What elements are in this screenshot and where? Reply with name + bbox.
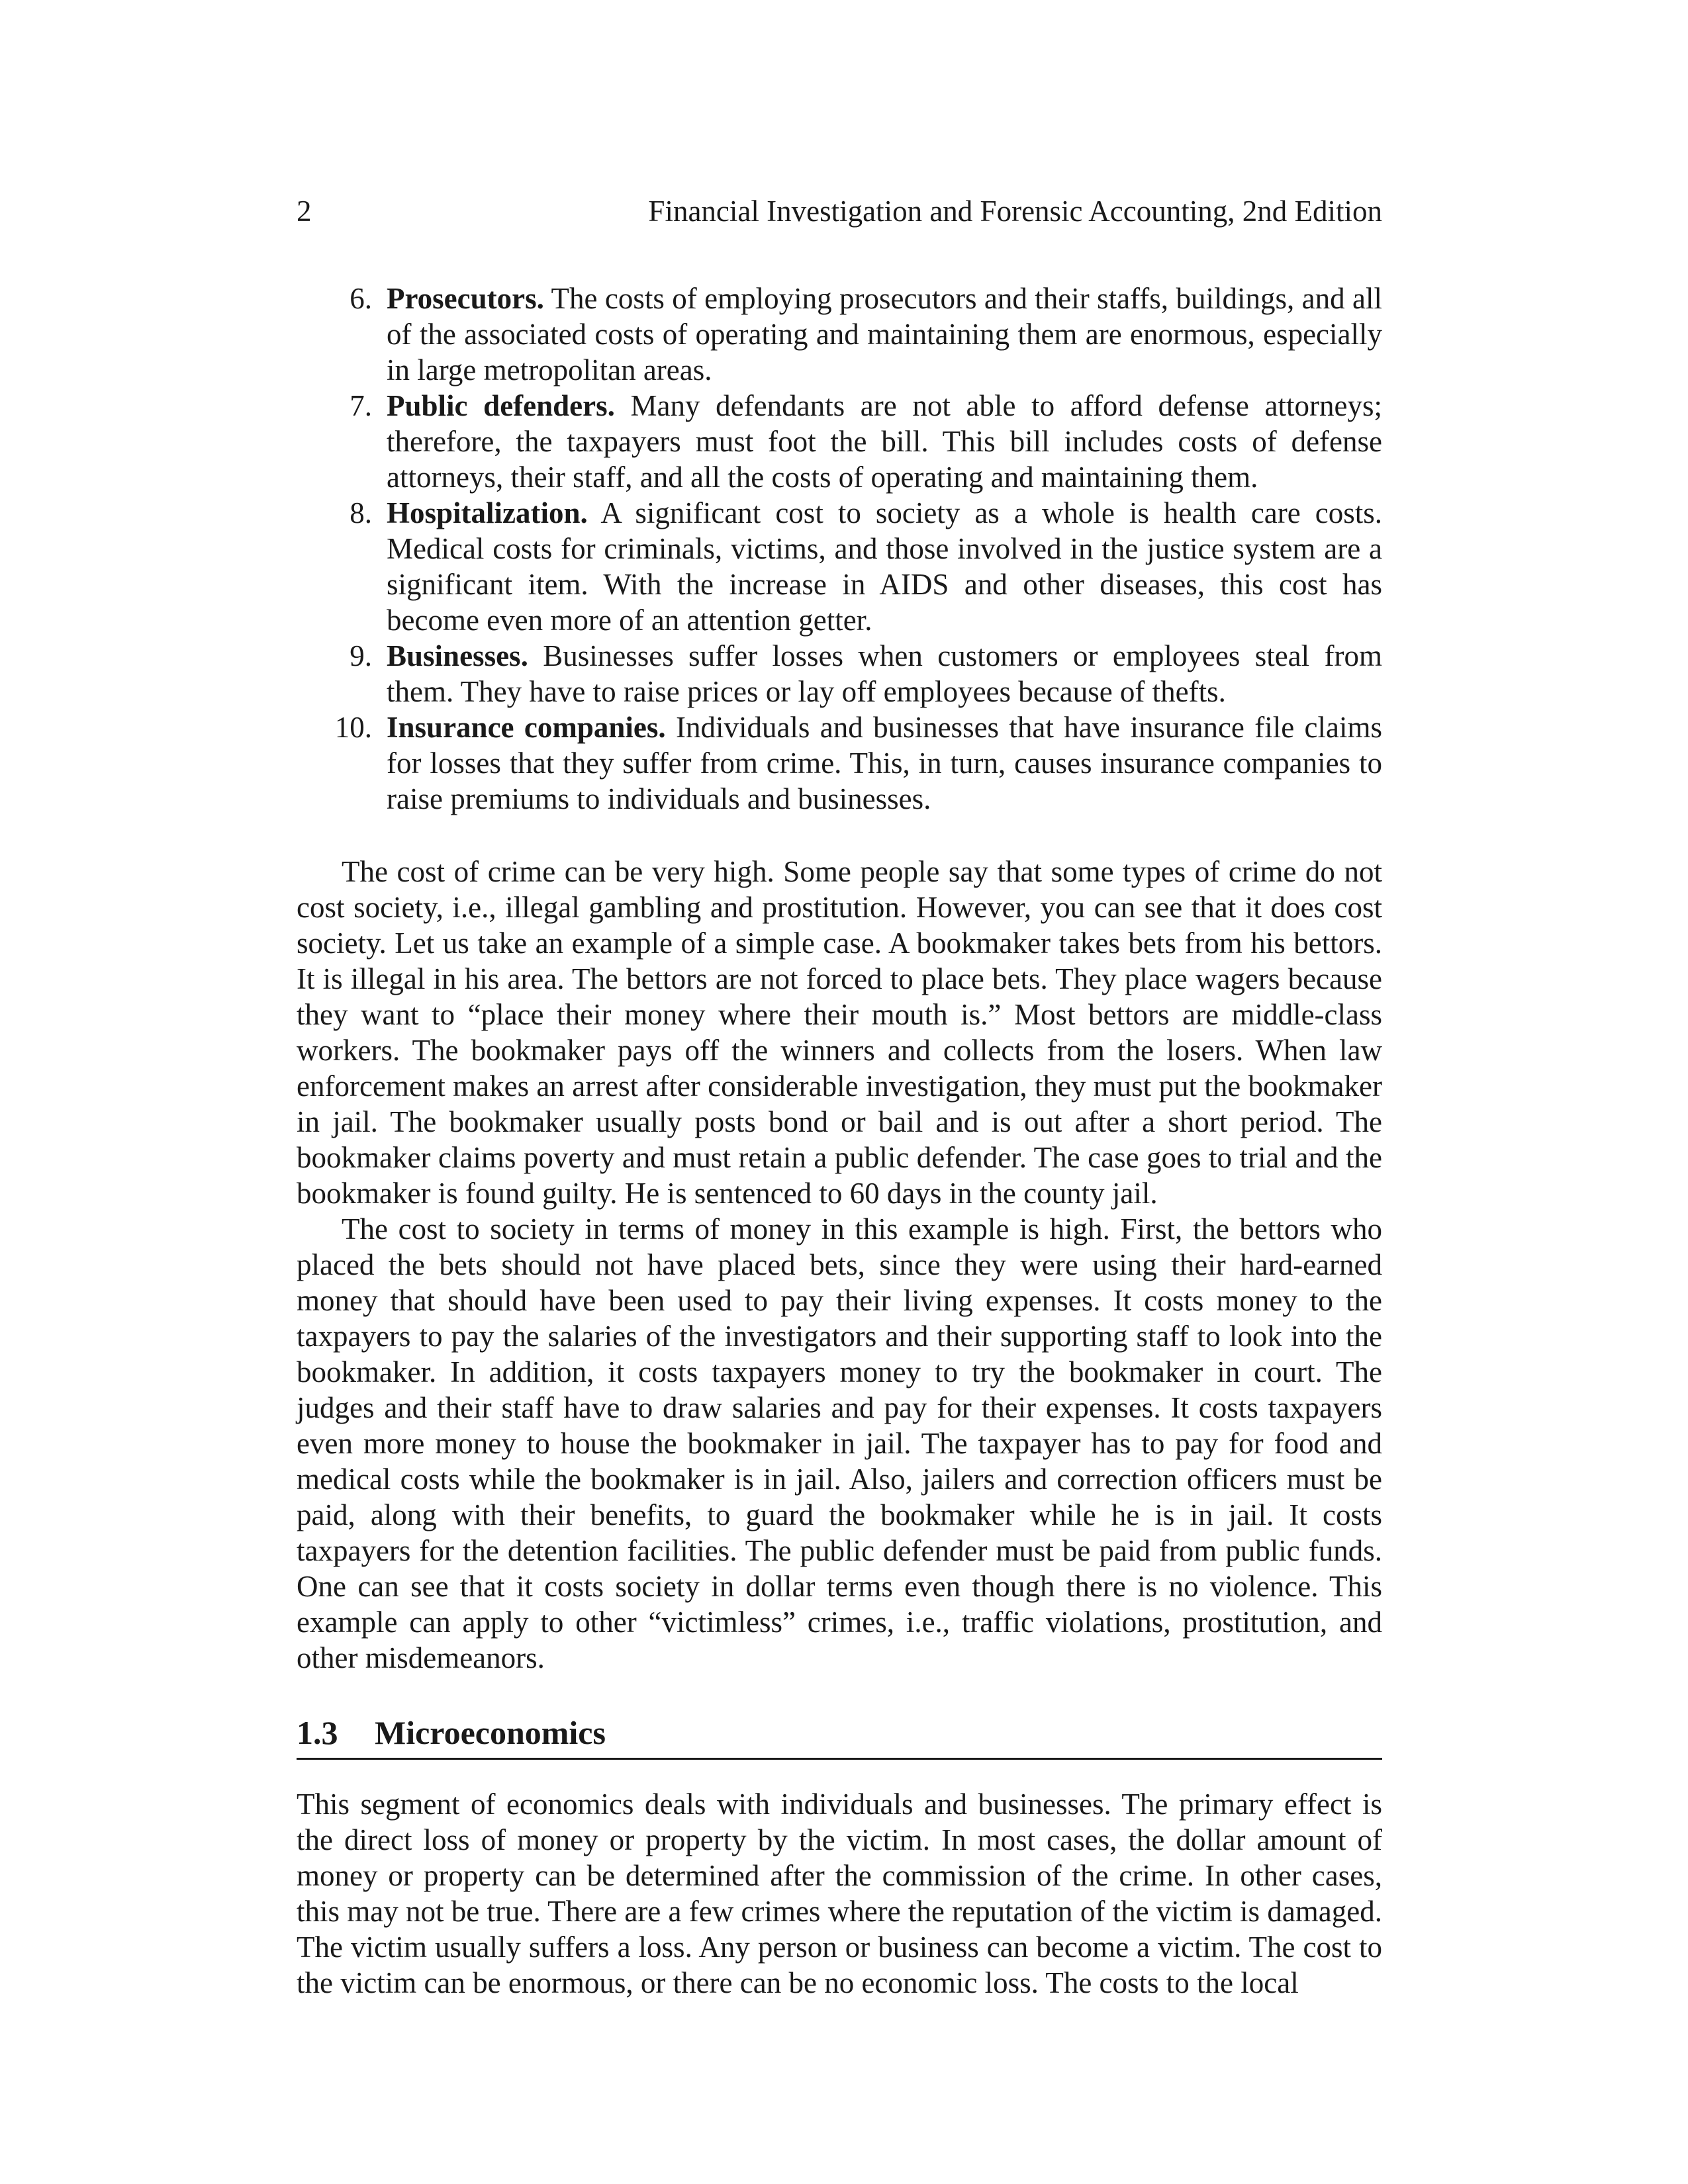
list-item-text: Many defendants are not able to afford defense attorneys; therefore, the taxpayers must foot the bill. This bill includes costs of defense attorneys, their staff, and all the costs of operating and maintaining them. xyxy=(387,389,1382,494)
list-item-body xyxy=(387,495,1382,638)
list-item-text: The costs of employing prosecutors and their staffs, buildings, and all of the associated costs of operating and maintaining them are enormous, especially in large metropolitan areas. xyxy=(387,282,1383,387)
section-title: Microeconomics xyxy=(375,1714,606,1751)
body-paragraph: The cost of crime can be very high. Some people say that some types of crime do not cost society, i.e., illegal gambling and prostitution. However, you can see that it does cost society. Let us take an example of a simple case. A bookmaker takes bets from his bettors. It is illegal in his area. The bettors are not forced to place bets. They place wagers because they want to “place their money where their mouth is.” Most bettors are middle-class workers. The bookmaker pays off the winners and collects from the losers. When law enforcement makes an arrest after considerable investigation, they must put the bookmaker in jail. The bookmaker usually posts bond or bail and is out after a short period. The bookmaker claims poverty and must retain a public defender. The case goes to trial and the bookmaker is found guilty. He is sentenced to 60 days in the county jail. xyxy=(297,855,1382,1210)
body-paragraph: The cost to society in terms of money in this example is high. First, the bettors who placed the bets should not have placed bets, since they were using their hard-earned money that should have been used to pay their living expenses. It costs money to the taxpayers to pay the salaries of the investigators and their supporting staff to look into the bookmaker. In addition, it costs taxpayers money to try the bookmaker in court. The judges and their staff have to draw salaries and pay for their expenses. It costs taxpayers even more money to house the bookmaker in jail. The taxpayer has to pay for food and medical costs while the bookmaker is in jail. Also, jailers and correction officers must be paid, along with their benefits, to guard the bookmaker while he is in jail. It costs taxpayers for the detention facilities. The public defender must be paid from public funds. One can see that it costs society in dollar terms even though there is no violence. This example can apply to other “victimless” crimes, i.e., traffic violations, prostitution, and other misdemeanors. xyxy=(297,1212,1382,1674)
page-body xyxy=(297,281,1382,2001)
list-item-number: 9. xyxy=(350,639,372,672)
list-item-number: 10. xyxy=(334,711,372,744)
list-item-body xyxy=(387,638,1382,709)
section-heading xyxy=(297,1713,1382,1760)
running-header xyxy=(297,193,1382,229)
list-item-term: Hospitalization. xyxy=(387,496,588,529)
running-title: Financial Investigation and Forensic Accounting, 2nd Edition xyxy=(648,195,1382,228)
list-item-term: Insurance companies. xyxy=(387,711,666,744)
list-item xyxy=(297,638,1382,709)
list-item-text: Businesses suffer losses when customers or employees steal from them. They have to raise prices or lay off employees because of thefts. xyxy=(387,639,1382,708)
list-item-text: Individuals and businesses that have insurance file claims for losses that they suffer from crime. This, in turn, causes insurance companies to raise premiums to individuals and businesses. xyxy=(387,711,1382,815)
list-item-term: Public defenders. xyxy=(387,389,615,422)
page-number: 2 xyxy=(297,195,312,228)
list-item-body xyxy=(387,388,1382,495)
list-item-number: 8. xyxy=(350,496,372,529)
list-item xyxy=(297,495,1382,638)
list-item xyxy=(297,709,1382,817)
section-paragraph: This segment of economics deals with individuals and businesses. The primary effect is the direct loss of money or property by the victim. In most cases, the dollar amount of money or property can be determined after the commission of the crime. In other cases, this may not be true. There are a few crimes where the reputation of the victim is damaged. The victim usually suffers a loss. Any person or business can become a victim. The cost to the victim can be enormous, or there can be no economic loss. The costs to the local xyxy=(297,1788,1382,1999)
list-item-number: 6. xyxy=(350,282,372,315)
list-item-body xyxy=(387,281,1382,388)
list-item-number: 7. xyxy=(350,389,372,422)
list-item-text: A significant cost to society as a whole is health care costs. Medical costs for criminals, victims, and those involved in the justice system are a significant item. With the increase in AIDS and other diseases, this cost has become even more of an attention getter. xyxy=(387,496,1382,637)
list-item xyxy=(297,281,1382,388)
list-item-term: Prosecutors. xyxy=(387,282,544,315)
section-number: 1.3 xyxy=(297,1714,338,1751)
list-item-term: Businesses. xyxy=(387,639,528,672)
numbered-list xyxy=(297,281,1382,817)
list-item xyxy=(297,388,1382,495)
list-item-body xyxy=(387,709,1382,817)
